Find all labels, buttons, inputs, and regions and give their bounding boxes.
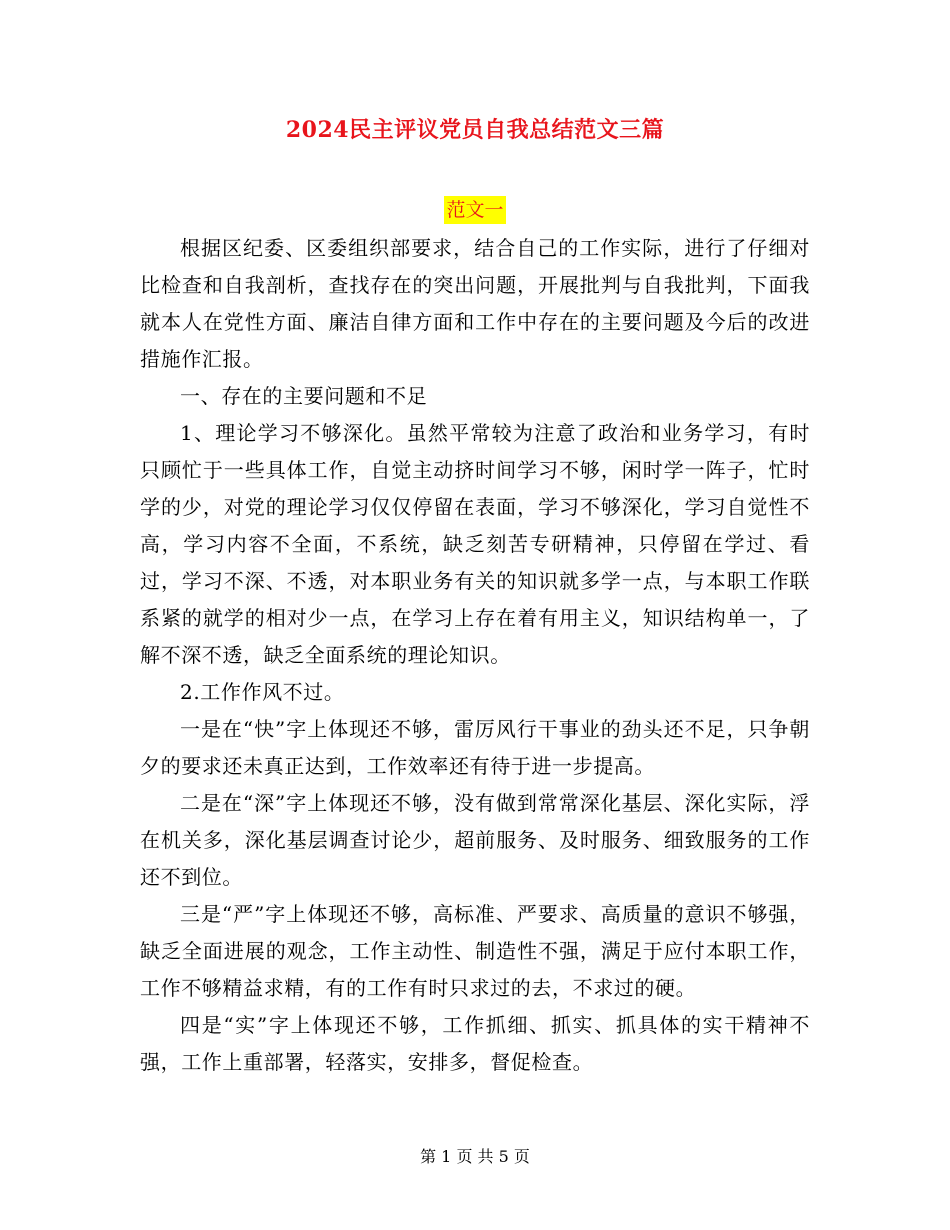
paragraph-heading-problems: 一、存在的主要问题和不足 [180,384,428,408]
paragraph-work-style: 2.工作作风不过。 [180,680,345,704]
paragraph-theory-study: 1、理论学习不够深化。虽然平常较为注意了政治和业务学习，有时只顾忙于一些具体工作，自觉主动挤时间学习不够，闲时学一阵子，忙时学的少，对党的理论学习仅仅停留在表面，学习不够深化，学习自觉性不高，学习内容不全面，不系统，缺乏刻苦专研精神，只停留在学过、看过，学习不深、不透，对本职业务有关的知识就多学一点，与本职工作联系紧的就学的相对少一点，在学习上存在着有用主义，知识结构单一，了解不深不透，缺乏全面系统的理论知识。 [140,421,810,667]
paragraph-deep: 二是在“深”字上体现还不够，没有做到常常深化基层、深化实际，浮在机关多，深化基层调查讨论少，超前服务、及时服务、细致服务的工作还不到位。 [140,791,810,889]
paragraph-fast: 一是在“快”字上体现还不够，雷厉风行干事业的劲头还不足，只争朝夕的要求还未真正达到，工作效率还有待于进一步提高。 [140,717,810,778]
document-title: 2024民主评议党员自我总结范文三篇 [285,117,665,143]
paragraph-solid: 四是“实”字上体现还不够，工作抓细、抓实、抓具体的实干精神不强，工作上重部署，轻落实，安排多，督促检查。 [140,1013,810,1074]
paragraph-strict: 三是“严”字上体现还不够，高标准、严要求、高质量的意识不够强，缺乏全面进展的观念，工作主动性、制造性不强，满足于应付本职工作，工作不够精益求精，有的工作有时只求过的去，不求过的硬。 [140,902,810,1000]
page-number-footer: 第 1 页 共 5 页 [420,1147,530,1166]
paragraph-intro: 根据区纪委、区委组织部要求，结合自己的工作实际，进行了仔细对比检查和自我剖析，查找存在的突出问题，开展批判与自我批判，下面我就本人在党性方面、廉洁自律方面和工作中存在的主要问题及今后的改进措施作汇报。 [140,236,810,371]
section-heading [0,196,950,224]
section-label-highlighted: 范文一 [444,196,505,224]
document-body [140,230,810,1081]
